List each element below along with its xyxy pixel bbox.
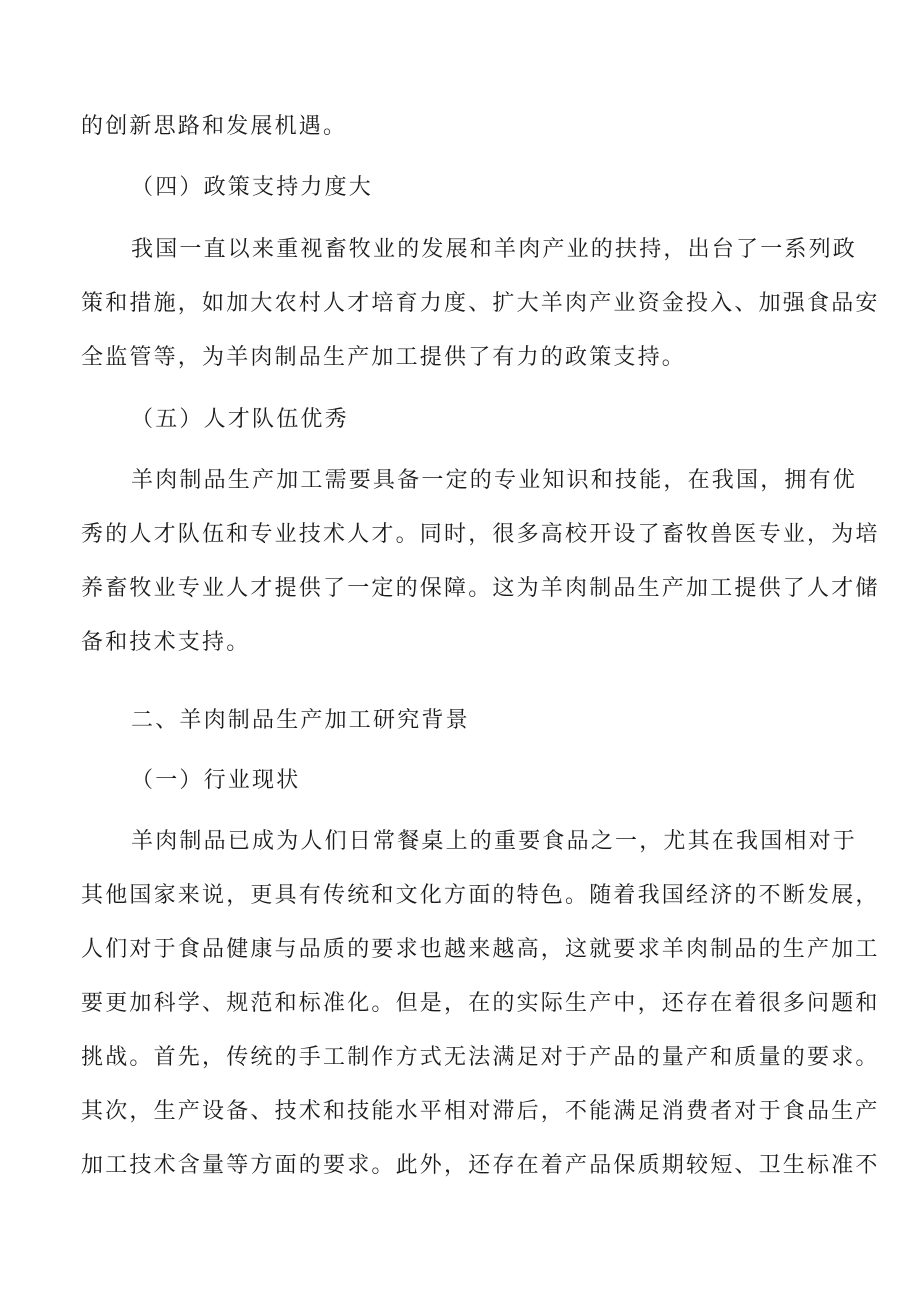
subheading-talent-team: （五）人才队伍优秀 [131, 407, 349, 432]
paragraph-line: 秀的人才队伍和专业技术人才。同时，很多高校开设了畜牧兽医专业，为培 [81, 522, 880, 547]
subheading-policy-support: （四）政策支持力度大 [131, 175, 374, 200]
paragraph-line: 我国一直以来重视畜牧业的发展和羊肉产业的扶持，出台了一系列政 [131, 237, 858, 262]
paragraph-line: 养畜牧业专业人才提供了一定的保障。这为羊肉制品生产加工提供了人才储 [81, 576, 880, 601]
paragraph-line: 全监管等，为羊肉制品生产加工提供了有力的政策支持。 [81, 345, 687, 370]
paragraph-line: 人们对于食品健康与品质的要求也越来越高，这就要求羊肉制品的生产加工 [81, 937, 880, 962]
paragraph-line: 的创新思路和发展机遇。 [81, 114, 348, 139]
section-heading-research-background: 二、羊肉制品生产加工研究背景 [131, 708, 470, 733]
paragraph-line: 其次，生产设备、技术和技能水平相对滞后，不能满足消费者对于食品生产 [81, 1099, 880, 1124]
paragraph-line: 其他国家来说，更具有传统和文化方面的特色。随着我国经济的不断发展， [81, 883, 880, 908]
paragraph-line: 羊肉制品已成为人们日常餐桌上的重要食品之一，尤其在我国相对于 [131, 829, 858, 854]
paragraph-line: 要更加科学、规范和标准化。但是，在的实际生产中，还存在着很多问题和 [81, 991, 880, 1016]
paragraph-line: 羊肉制品生产加工需要具备一定的专业知识和技能，在我国，拥有优 [131, 468, 858, 493]
paragraph-line: 挑战。首先，传统的手工制作方式无法满足对于产品的量产和质量的要求。 [81, 1045, 880, 1070]
paragraph-line: 备和技术支持。 [81, 630, 251, 655]
subheading-industry-status: （一）行业现状 [131, 768, 301, 793]
paragraph-line: 加工技术含量等方面的要求。此外，还存在着产品保质期较短、卫生标准不 [81, 1153, 880, 1178]
paragraph-line: 策和措施，如加大农村人才培育力度、扩大羊肉产业资金投入、加强食品安 [81, 291, 880, 316]
